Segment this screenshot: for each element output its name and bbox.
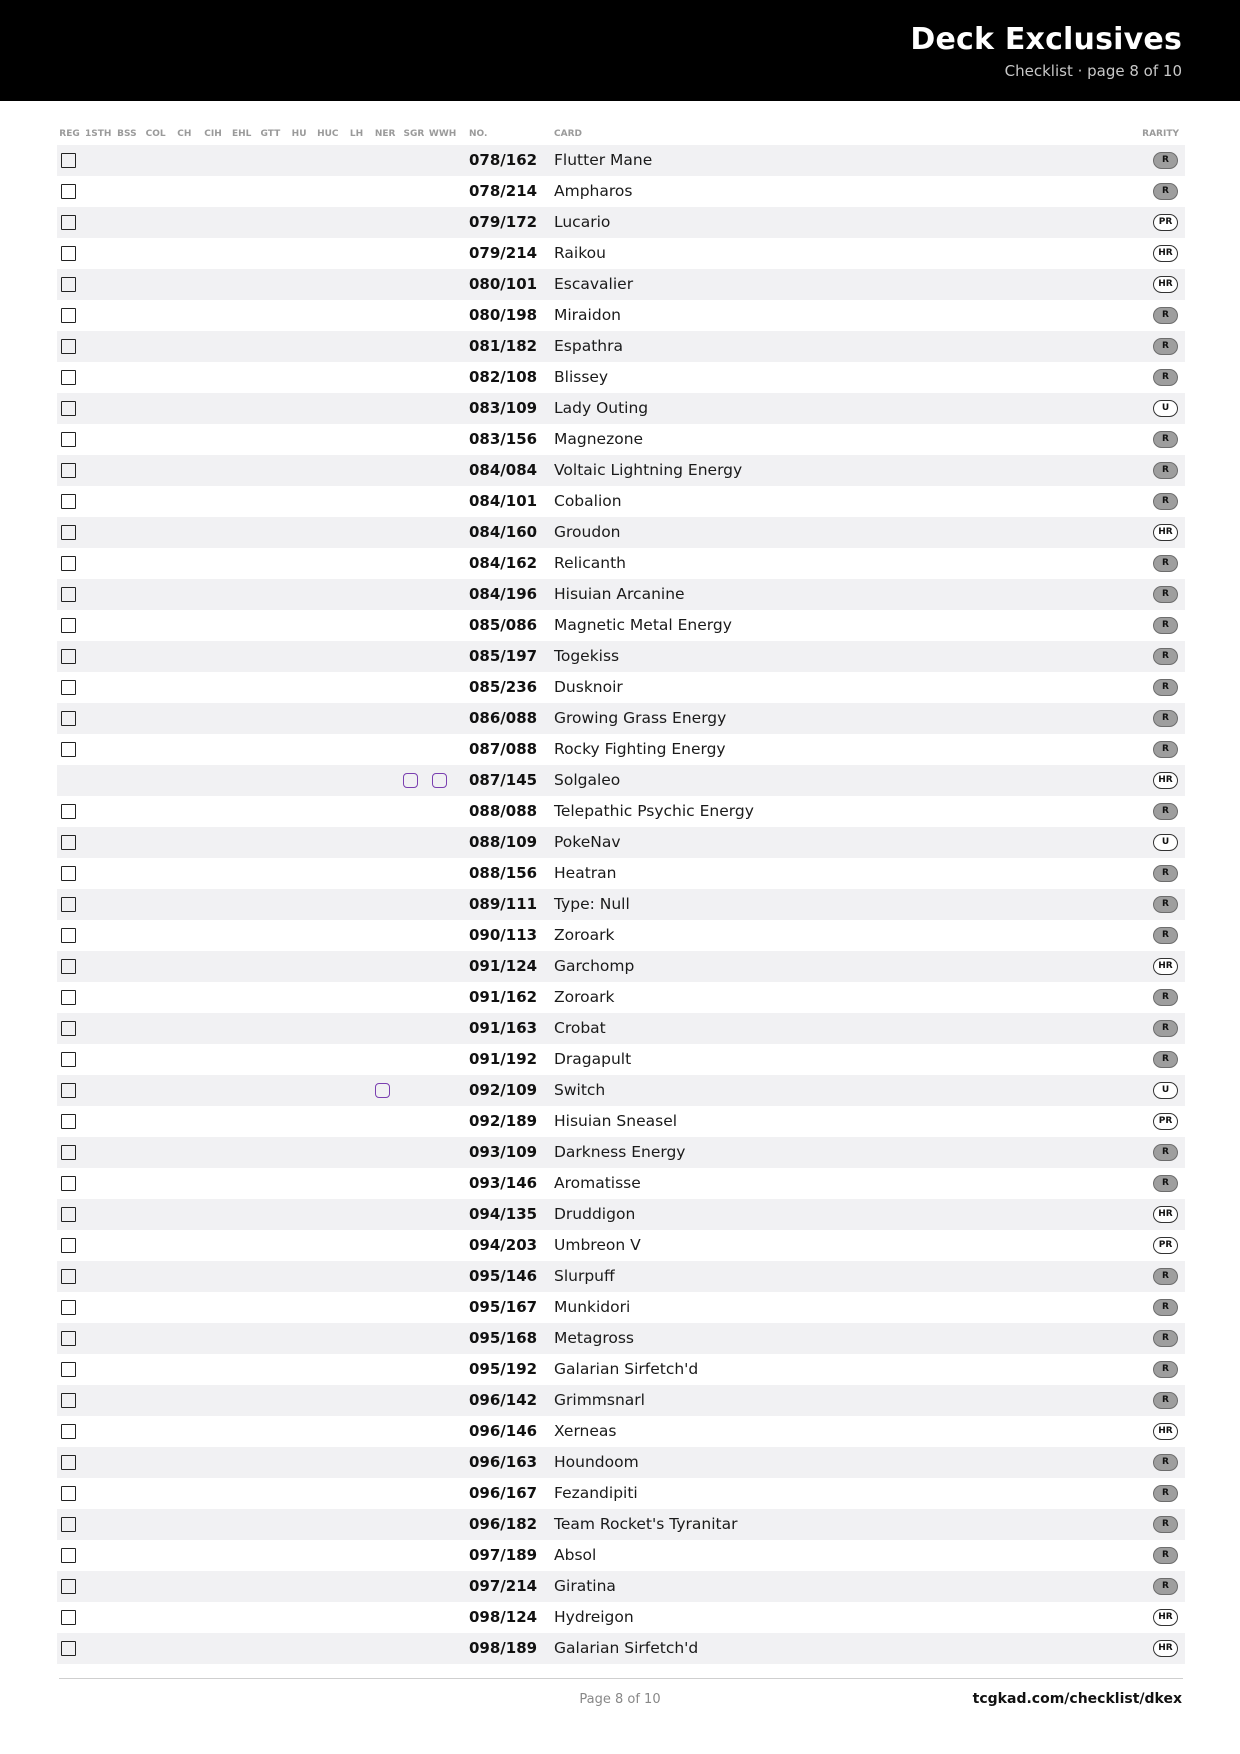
card-name: Xerneas [554,1422,617,1440]
card-name: Aromatisse [554,1174,641,1192]
table-row [57,486,1185,517]
page-header [0,0,1240,101]
column-header-ehl: EHL [231,129,252,139]
table-row [57,1044,1185,1075]
card-number: 084/162 [469,554,538,572]
checkbox-reg[interactable] [61,711,76,726]
checkbox-reg[interactable] [61,1362,76,1377]
checkbox-reg[interactable] [61,587,76,602]
card-number: 079/172 [469,213,538,231]
checkbox-reg[interactable] [61,680,76,695]
checkbox-reg[interactable] [61,153,76,168]
column-header-wwh: WWH [428,129,457,139]
rarity-badge: R [1153,1175,1178,1192]
card-number: 084/084 [469,461,538,479]
card-name: Lucario [554,213,611,231]
table-row [57,1602,1185,1633]
rarity-badge: HR [1153,524,1178,541]
card-number: 087/088 [469,740,538,758]
card-number: 093/109 [469,1143,538,1161]
footer-url[interactable]: tcgkad.com/checklist/dkex [972,1691,1182,1707]
table-row [57,1013,1185,1044]
checkbox-reg[interactable] [61,1300,76,1315]
rarity-badge: R [1153,896,1178,913]
checkbox-reg[interactable] [61,1548,76,1563]
rarity-badge: R [1153,555,1178,572]
table-row [57,207,1185,238]
checkbox-reg[interactable] [61,401,76,416]
rarity-badge: HR [1153,1609,1178,1626]
card-name: Dusknoir [554,678,623,696]
table-row [57,858,1185,889]
card-name: Team Rocket's Tyranitar [554,1515,738,1533]
rarity-badge: R [1153,648,1178,665]
column-header-no: NO. [469,129,488,139]
table-row [57,1385,1185,1416]
card-number: 079/214 [469,244,538,262]
card-number: 091/163 [469,1019,538,1037]
card-number: 093/146 [469,1174,538,1192]
card-name: Voltaic Lightning Energy [554,461,743,479]
table-row [57,1230,1185,1261]
card-name: Cobalion [554,492,622,510]
column-header-sgr: SGR [403,129,425,139]
rarity-badge: U [1153,1082,1178,1099]
card-number: 091/124 [469,957,538,975]
card-name: Umbreon V [554,1236,641,1254]
card-name: Crobat [554,1019,606,1037]
column-header-hu: HU [291,129,307,139]
card-name: Hydreigon [554,1608,634,1626]
card-name: PokeNav [554,833,621,851]
card-name: Switch [554,1081,606,1099]
rarity-badge: R [1153,1578,1178,1595]
rarity-badge: HR [1153,1206,1178,1223]
card-number: 086/088 [469,709,538,727]
column-header-huc: HUC [317,129,339,139]
checkbox-reg[interactable] [61,1052,76,1067]
checkbox-reg[interactable] [61,1393,76,1408]
card-number: 085/236 [469,678,538,696]
card-name: Raikou [554,244,606,262]
card-number: 091/192 [469,1050,538,1068]
card-name: Rocky Fighting Energy [554,740,726,758]
page-subtitle: Checklist · page 8 of 10 [1004,62,1182,80]
rarity-badge: R [1153,586,1178,603]
checkbox-reg[interactable] [61,494,76,509]
table-row [57,796,1185,827]
rarity-badge: R [1153,431,1178,448]
checkbox-reg[interactable] [61,246,76,261]
checkbox-reg[interactable] [61,1486,76,1501]
table-row [57,1137,1185,1168]
table-row [57,1323,1185,1354]
rarity-badge: R [1153,1144,1178,1161]
table-row [57,548,1185,579]
card-name: Zoroark [554,926,615,944]
rarity-badge: R [1153,1454,1178,1471]
card-number: 088/088 [469,802,538,820]
table-row [57,641,1185,672]
card-name: Togekiss [554,647,620,665]
checkbox-reg[interactable] [61,184,76,199]
card-name: Hisuian Arcanine [554,585,685,603]
card-number: 098/189 [469,1639,538,1657]
column-header-1sth: 1STH [84,129,112,139]
table-row [57,1354,1185,1385]
rarity-badge: HR [1153,1640,1178,1657]
card-name: Metagross [554,1329,634,1347]
card-number: 084/160 [469,523,538,541]
table-row [57,1509,1185,1540]
checkbox-wwh[interactable] [432,773,447,788]
card-name: Darkness Energy [554,1143,686,1161]
table-row [57,393,1185,424]
rarity-badge: R [1153,307,1178,324]
card-name: Growing Grass Energy [554,709,727,727]
card-number: 082/108 [469,368,538,386]
table-row [57,238,1185,269]
table-row [57,982,1185,1013]
rarity-badge: U [1153,400,1178,417]
card-number: 090/113 [469,926,538,944]
rarity-badge: PR [1153,214,1178,231]
checkbox-reg[interactable] [61,897,76,912]
checkbox-reg[interactable] [61,463,76,478]
checkbox-sgr[interactable] [403,773,418,788]
checkbox-reg[interactable] [61,1114,76,1129]
table-row [57,362,1185,393]
table-row [57,1447,1185,1478]
checkbox-reg[interactable] [61,990,76,1005]
checkbox-reg[interactable] [61,928,76,943]
checkbox-reg[interactable] [61,1331,76,1346]
card-number: 085/086 [469,616,538,634]
checkbox-reg[interactable] [61,835,76,850]
rarity-badge: R [1153,1020,1178,1037]
rarity-badge: R [1153,927,1178,944]
card-name: Groudon [554,523,621,541]
card-number: 080/101 [469,275,538,293]
table-row [57,765,1185,796]
card-number: 092/189 [469,1112,538,1130]
column-header-lh: LH [349,129,364,139]
card-number: 096/182 [469,1515,538,1533]
card-number: 095/167 [469,1298,538,1316]
rarity-badge: R [1153,1547,1178,1564]
table-row [57,1168,1185,1199]
rarity-badge: R [1153,741,1178,758]
card-number: 078/162 [469,151,538,169]
table-row [57,889,1185,920]
table-row [57,920,1185,951]
table-row [57,1416,1185,1447]
column-header-reg: REG [59,129,80,139]
rarity-badge: R [1153,1051,1178,1068]
card-number: 094/135 [469,1205,538,1223]
card-name: Munkidori [554,1298,631,1316]
checkbox-reg[interactable] [61,339,76,354]
rarity-badge: R [1153,989,1178,1006]
card-name: Miraidon [554,306,622,324]
rarity-badge: U [1153,834,1178,851]
rarity-badge: R [1153,617,1178,634]
card-name: Ampharos [554,182,633,200]
checkbox-reg[interactable] [61,1021,76,1036]
checkbox-reg[interactable] [61,308,76,323]
checkbox-reg[interactable] [61,1238,76,1253]
card-name: Heatran [554,864,617,882]
rarity-badge: R [1153,1361,1178,1378]
rarity-badge: R [1153,369,1178,386]
card-name: Galarian Sirfetch'd [554,1639,699,1657]
checkbox-reg[interactable] [61,370,76,385]
table-row [57,269,1185,300]
checkbox-reg[interactable] [61,618,76,633]
checkbox-reg[interactable] [61,1424,76,1439]
footer-divider [59,1678,1183,1679]
rarity-badge: R [1153,1330,1178,1347]
checkbox-reg[interactable] [61,1610,76,1625]
rarity-badge: HR [1153,245,1178,262]
card-number: 078/214 [469,182,538,200]
card-name: Giratina [554,1577,616,1595]
card-name: Slurpuff [554,1267,615,1285]
table-row [57,734,1185,765]
card-number: 089/111 [469,895,538,913]
card-number: 084/196 [469,585,538,603]
checkbox-reg[interactable] [61,1176,76,1191]
rarity-badge: HR [1153,1423,1178,1440]
table-row [57,300,1185,331]
rarity-badge: PR [1153,1113,1178,1130]
rarity-badge: R [1153,493,1178,510]
column-header-bss: BSS [117,129,137,139]
checkbox-reg[interactable] [61,1145,76,1160]
card-number: 095/168 [469,1329,538,1347]
card-name: Houndoom [554,1453,639,1471]
card-name: Grimmsnarl [554,1391,645,1409]
table-row [57,455,1185,486]
card-name: Escavalier [554,275,634,293]
rarity-badge: R [1153,803,1178,820]
checkbox-reg[interactable] [61,1269,76,1284]
rarity-badge: PR [1153,1237,1178,1254]
rarity-badge: R [1153,1485,1178,1502]
column-header-ner: NER [374,129,396,139]
card-number: 094/203 [469,1236,538,1254]
card-name: Hisuian Sneasel [554,1112,678,1130]
card-name: Druddigon [554,1205,636,1223]
card-number: 088/156 [469,864,538,882]
rarity-badge: R [1153,183,1178,200]
rarity-badge: R [1153,338,1178,355]
table-row [57,1261,1185,1292]
card-number: 097/189 [469,1546,538,1564]
checkbox-reg[interactable] [61,742,76,757]
checkbox-reg[interactable] [61,1579,76,1594]
checkbox-reg[interactable] [61,649,76,664]
column-header-gtt: GTT [260,129,281,139]
checkbox-reg[interactable] [61,1083,76,1098]
card-number: 095/146 [469,1267,538,1285]
rarity-badge: R [1153,1516,1178,1533]
table-row [57,1571,1185,1602]
card-name: Zoroark [554,988,615,1006]
table-row [57,1478,1185,1509]
rarity-badge: R [1153,679,1178,696]
table-row [57,1199,1185,1230]
checkbox-reg[interactable] [61,556,76,571]
card-name: Type: Null [554,895,630,913]
checkbox-reg[interactable] [61,215,76,230]
card-number: 084/101 [469,492,538,510]
checkbox-reg[interactable] [61,1517,76,1532]
checkbox-reg[interactable] [61,1455,76,1470]
card-number: 097/214 [469,1577,538,1595]
rarity-badge: HR [1153,276,1178,293]
rarity-badge: R [1153,865,1178,882]
card-name: Relicanth [554,554,626,572]
rarity-badge: R [1153,710,1178,727]
card-name: Telepathic Psychic Energy [554,802,754,820]
card-name: Absol [554,1546,597,1564]
table-row [57,1106,1185,1137]
table-row [57,827,1185,858]
card-name: Garchomp [554,957,635,975]
rarity-badge: R [1153,1268,1178,1285]
table-row [57,951,1185,982]
card-number: 092/109 [469,1081,538,1099]
card-name: Magnezone [554,430,644,448]
card-name: Galarian Sirfetch'd [554,1360,699,1378]
checkbox-reg[interactable] [61,1207,76,1222]
checkbox-reg[interactable] [61,1641,76,1656]
table-row [57,517,1185,548]
table-row [57,703,1185,734]
rarity-badge: HR [1153,772,1178,789]
table-row [57,672,1185,703]
card-name: Dragapult [554,1050,632,1068]
table-row [57,1540,1185,1571]
checkbox-reg[interactable] [61,432,76,447]
column-header-card: CARD [554,129,582,139]
card-number: 085/197 [469,647,538,665]
column-header-col: COL [145,129,166,139]
card-number: 081/182 [469,337,538,355]
table-row [57,331,1185,362]
rarity-badge: HR [1153,958,1178,975]
card-name: Solgaleo [554,771,621,789]
card-number: 080/198 [469,306,538,324]
table-row [57,145,1185,176]
column-header-ch: CH [177,129,192,139]
table-row [57,1633,1185,1664]
column-header-rarity: RARITY [1142,129,1179,139]
card-name: Lady Outing [554,399,649,417]
table-row [57,579,1185,610]
table-row [57,1075,1185,1106]
table-row [57,424,1185,455]
checkbox-reg[interactable] [61,277,76,292]
rarity-badge: R [1153,1299,1178,1316]
card-number: 095/192 [469,1360,538,1378]
card-name: Blissey [554,368,609,386]
card-number: 088/109 [469,833,538,851]
checkbox-reg[interactable] [61,525,76,540]
card-name: Espathra [554,337,623,355]
checkbox-reg[interactable] [61,804,76,819]
table-row [57,610,1185,641]
card-number: 096/146 [469,1422,538,1440]
card-number: 087/145 [469,771,538,789]
card-name: Flutter Mane [554,151,653,169]
card-name: Magnetic Metal Energy [554,616,732,634]
rarity-badge: R [1153,1392,1178,1409]
table-row [57,176,1185,207]
column-header-cih: CIH [204,129,222,139]
checklist-table [57,145,1185,1664]
card-name: Fezandipiti [554,1484,638,1502]
card-number: 096/163 [469,1453,538,1471]
card-number: 096/167 [469,1484,538,1502]
rarity-badge: R [1153,152,1178,169]
footer-page-number: Page 8 of 10 [579,1692,661,1707]
card-number: 091/162 [469,988,538,1006]
rarity-badge: R [1153,462,1178,479]
checkbox-ner[interactable] [375,1083,390,1098]
card-number: 083/156 [469,430,538,448]
checkbox-reg[interactable] [61,866,76,881]
table-row [57,1292,1185,1323]
card-number: 083/109 [469,399,538,417]
checkbox-reg[interactable] [61,959,76,974]
page-title: Deck Exclusives [910,22,1182,57]
card-number: 098/124 [469,1608,538,1626]
card-number: 096/142 [469,1391,538,1409]
